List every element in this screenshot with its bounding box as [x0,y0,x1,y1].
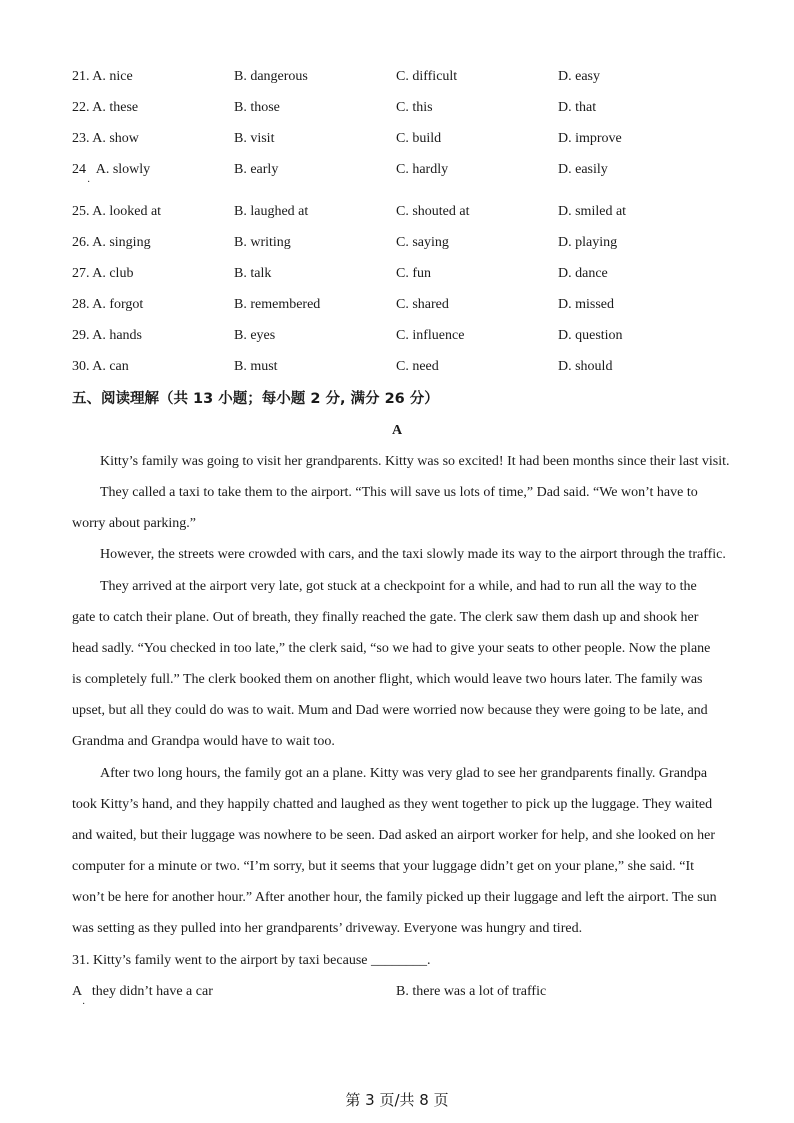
passage-line: worry about parking.” [72,516,197,531]
question-31-option-b: B. there was a lot of traffic [396,984,547,999]
passage-line: upset, but all they could do was to wait. Mum and Dad were worried now because they were going to be late, and [72,703,708,718]
passage-line: was setting as they pulled into her grandparents’ driveway. Everyone was hungry and tired. [72,921,583,936]
passage-line: and waited, but their luggage was nowhere to be seen. Dad asked an airport worker for help, and she looked on her [72,828,716,843]
option-c: C. hardly [396,162,449,177]
question-31-stem: 31. Kitty’s family went to the airport by taxi because ________. [72,953,431,968]
question-row-28 [72,295,732,315]
option-d: D. dance [558,266,608,281]
question-row-30 [72,357,732,377]
option-b: B. dangerous [234,69,308,84]
question-31-option-a: A they didn’t have a car [72,984,213,999]
question-row-26 [72,233,732,253]
option-c: C. build [396,131,442,146]
option-d: D. improve [558,131,622,146]
option-c: C. shared [396,297,449,312]
option-a: 22. A. these [72,100,139,115]
option-d: D. easily [558,162,608,177]
passage-line: They called a taxi to take them to the airport. “This will save us lots of time,” Dad said. “We won’t have to [100,485,698,500]
passage-title: A [391,423,403,438]
option-b: B. eyes [234,328,276,343]
option-d: D. question [558,328,623,343]
question-row-25 [72,202,732,222]
option-d: D. should [558,359,613,374]
option-b: B. must [234,359,278,374]
question-row-27 [72,264,732,284]
option-d: D. smiled at [558,204,627,219]
option-a: 24 A. slowly [72,162,151,177]
option-c: C. difficult [396,69,458,84]
option-c: C. this [396,100,433,115]
option-a: 27. A. club [72,266,134,281]
passage-line: is completely full.” The clerk booked them on another flight, which would leave two hours later. The family was [72,672,703,687]
option-d: D. playing [558,235,618,250]
question-row-23 [72,129,732,149]
option-c: C. fun [396,266,431,281]
passage-line: computer for a minute or two. “I’m sorry, but it seems that your luggage didn’t get on your plane,” she said. “It [72,859,695,874]
option-b: B. talk [234,266,272,281]
option-b: B. early [234,162,279,177]
passage-line: took Kitty’s hand, and they happily chatted and laughed as they went together to pick up the luggage. They waited [72,797,713,812]
option-a: 26. A. singing [72,235,151,250]
option-b: B. those [234,100,280,115]
option-d: D. missed [558,297,614,312]
option-d: D. easy [558,69,600,84]
passage-line: head sadly. “You checked in too late,” the clerk said, “so we had to give your seats to other people. Now the plane [72,641,711,656]
option-c: C. shouted at [396,204,470,219]
question-row-21 [72,67,732,87]
passage-line: won’t be here for another hour.” After another hour, the family picked up their luggage and left the airport. The sun [72,890,717,905]
option-b: B. remembered [234,297,321,312]
option-a: 28. A. forgot [72,297,144,312]
option-a: 25. A. looked at [72,204,162,219]
question-row-24 [72,160,732,180]
option-a: 21. A. nice [72,69,133,84]
option-b: B. visit [234,131,275,146]
option-c: C. need [396,359,439,374]
stray-dot-mark: · [87,177,91,188]
option-d: D. that [558,100,597,115]
passage-line: However, the streets were crowded with cars, and the taxi slowly made its way to the airport through the traffic. [100,547,726,562]
passage-line: gate to catch their plane. Out of breath, they finally reached the gate. The clerk saw them dash up and shook her [72,610,699,625]
option-a: 23. A. show [72,131,139,146]
passage-line: Kitty’s family was going to visit her grandparents. Kitty was so excited! It had been months since their last visit. [100,454,730,469]
option-a: 30. A. can [72,359,129,374]
option-c: C. saying [396,235,449,250]
passage-line: After two long hours, the family got an a plane. Kitty was very glad to see her grandparents finally. Grandpa [100,766,708,781]
option-b: B. laughed at [234,204,309,219]
option-c: C. influence [396,328,465,343]
question-row-29 [72,326,732,346]
passage-line: Grandma and Grandpa would have to wait too. [72,734,335,749]
passage-line: They arrived at the airport very late, got stuck at a checkpoint for a while, and had to run all the way to the [100,579,697,594]
option-a: 29. A. hands [72,328,142,343]
option-b: B. writing [234,235,291,250]
stray-dot-mark: · [82,999,86,1010]
page-number: 第 3 页/共 8 页 [345,1091,449,1109]
section-heading: 五、阅读理解（共 13 小题；每小题 2 分, 满分 26 分） [72,391,439,407]
question-row-22 [72,98,732,118]
